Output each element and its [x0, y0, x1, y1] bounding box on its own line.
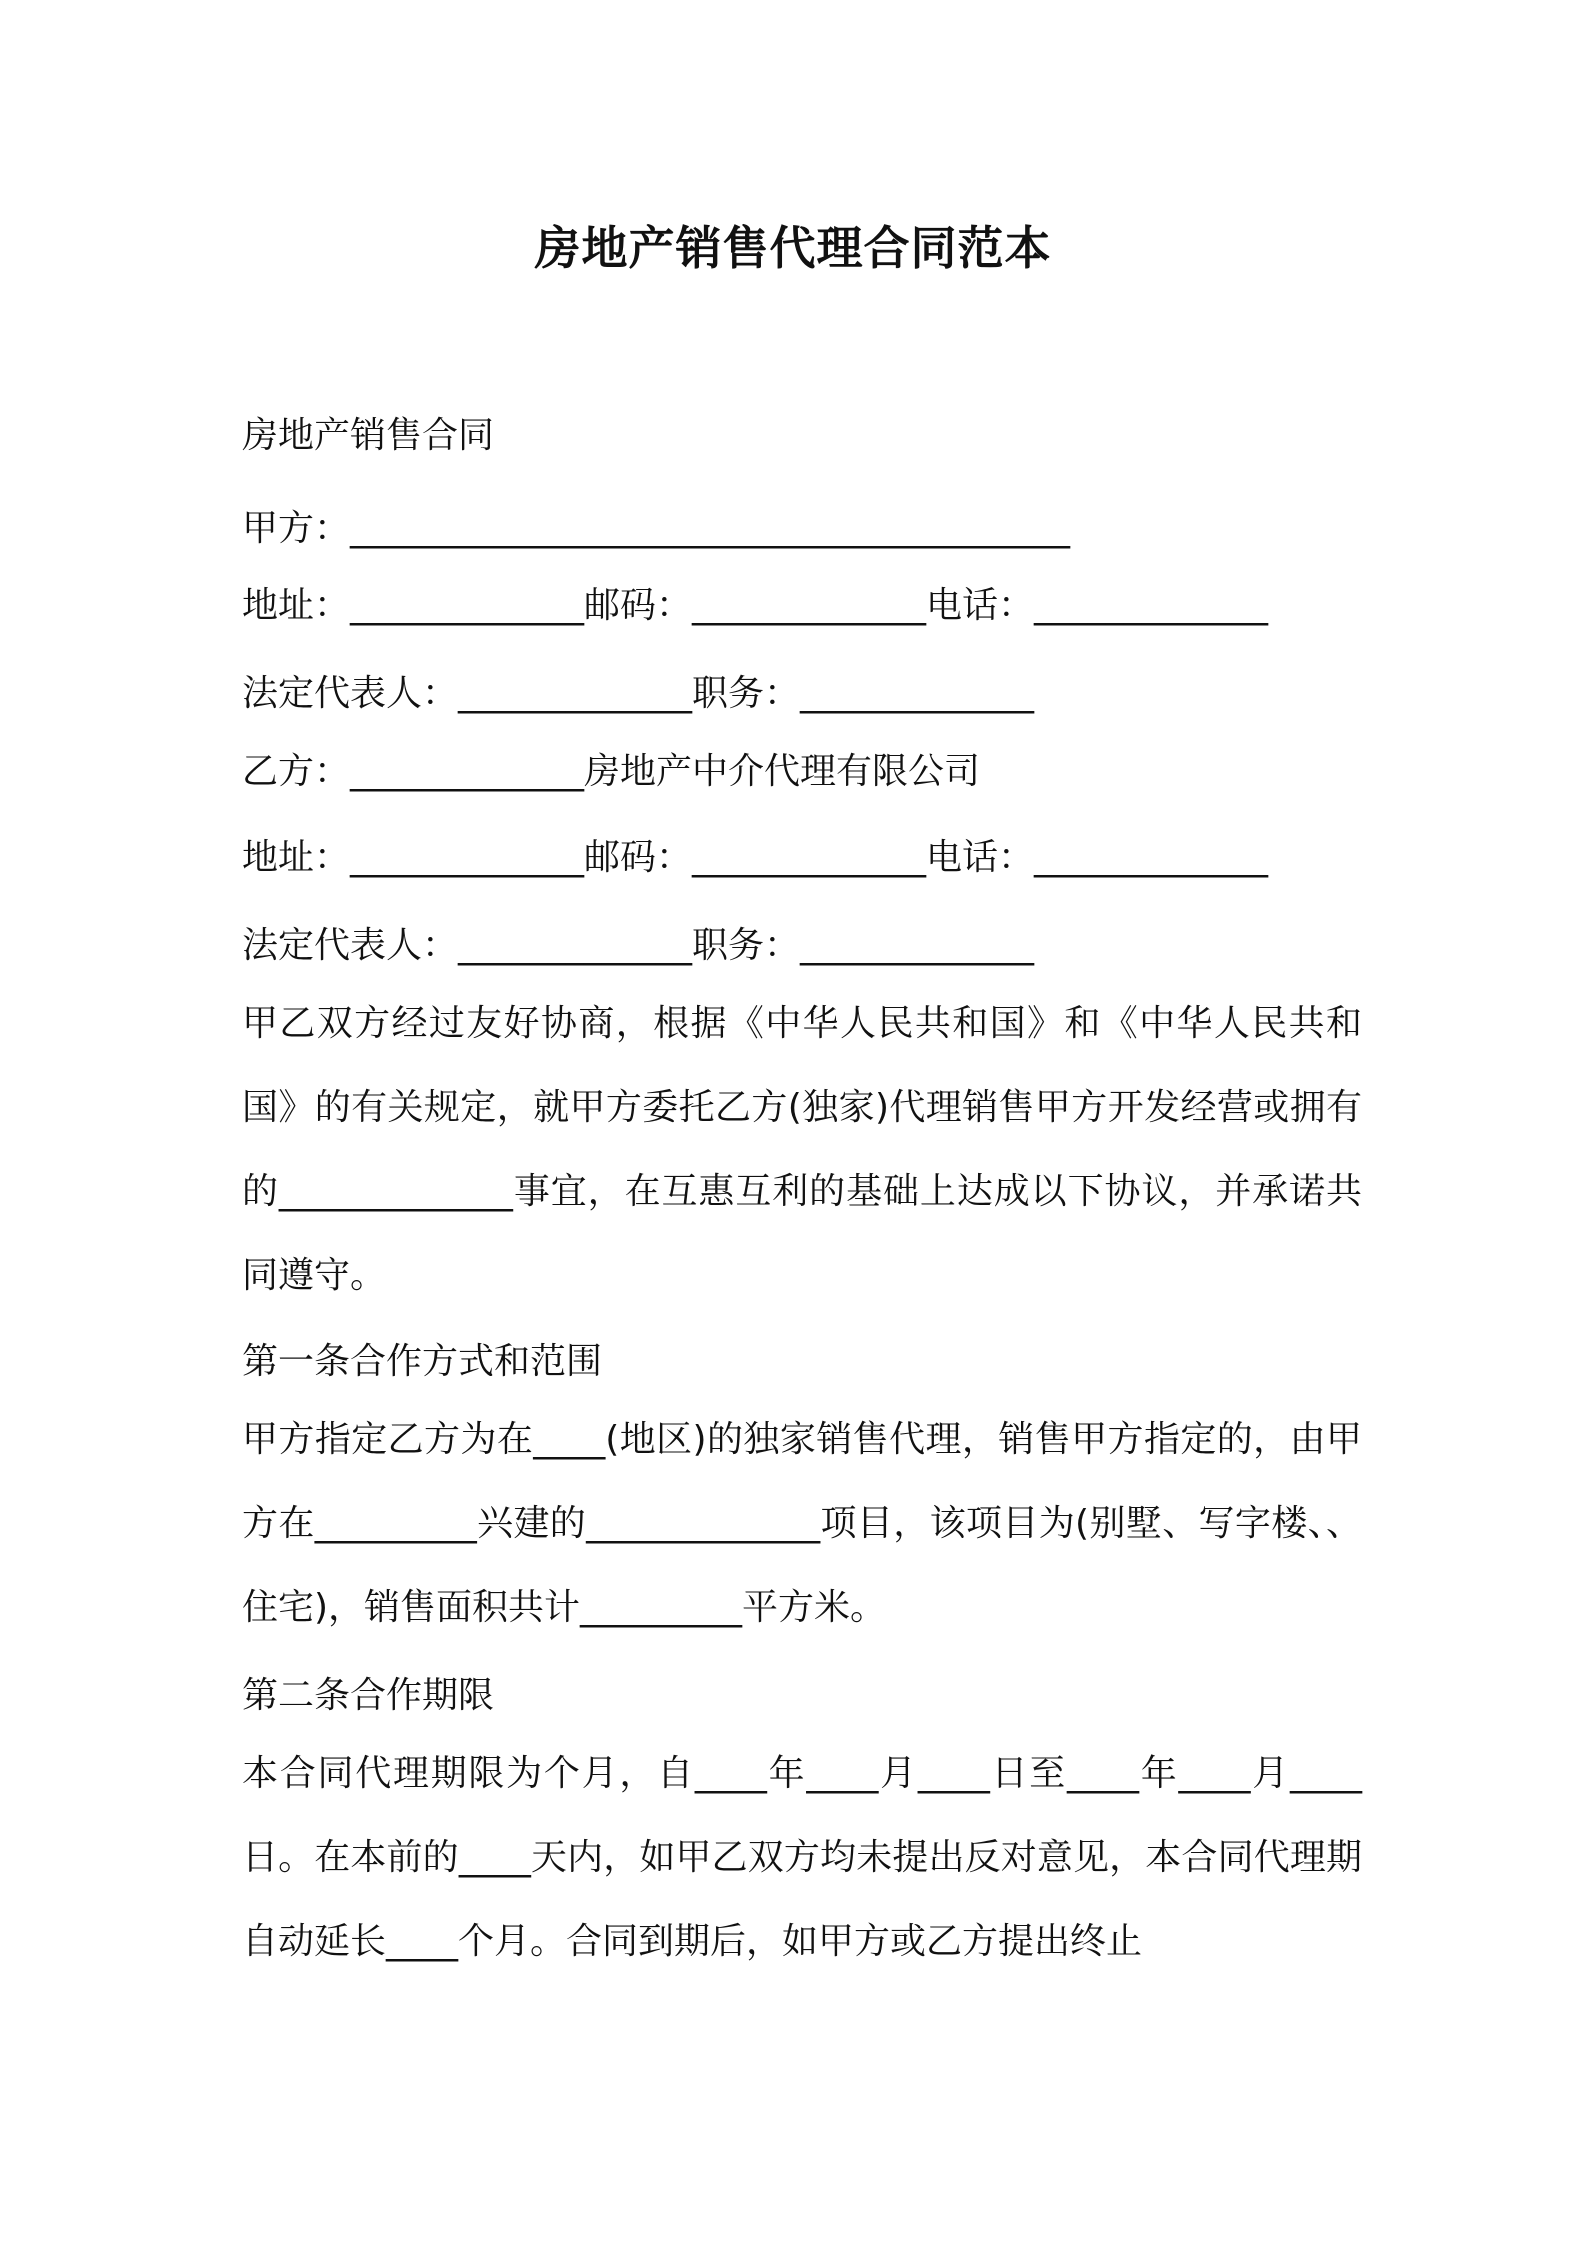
party-a-name-line: 甲方：________________________________________ [242, 508, 1071, 549]
preamble-paragraph: 甲乙双方经过友好协商，根据《中华人民共和国》和《中华人民共和国》的有关规定，就甲方委托乙方(独家)代理销售甲方开发经营或拥有的_____________事宜，在互惠互利的基础上达成以下协议，并承诺共同遵守。 [242, 1003, 1362, 1296]
document-title: 房地产销售代理合同范本 [534, 221, 1052, 275]
party-a-address-line: 地址：_____________邮码：_____________电话：_____________ [242, 585, 1269, 626]
party-a-representative-line: 法定代表人：_____________职务：_____________ [242, 673, 1035, 714]
party-b-address-line: 地址：_____________邮码：_____________电话：_____________ [242, 837, 1269, 878]
contract-subtitle: 房地产销售合同 [242, 415, 495, 456]
article-1-heading: 第一条合作方式和范围 [242, 1341, 603, 1382]
party-b-name-line: 乙方：_____________房地产中介代理有限公司 [242, 751, 981, 792]
article-2-body: 本合同代理期限为个月，自____年____月____日至____年____月____日。在本前的____天内，如甲乙双方均未提出反对意见，本合同代理期自动延长____个月。合同到期后，如甲方或乙方提出终止 [242, 1753, 1362, 1962]
party-b-representative-line: 法定代表人：_____________职务：_____________ [242, 925, 1035, 966]
article-1-body: 甲方指定乙方为在____(地区)的独家销售代理，销售甲方指定的，由甲方在_________兴建的_____________项目，该项目为(别墅、写字楼、、住宅)，销售面积共计_________平方米。 [242, 1419, 1362, 1628]
article-2-heading: 第二条合作期限 [242, 1675, 495, 1716]
